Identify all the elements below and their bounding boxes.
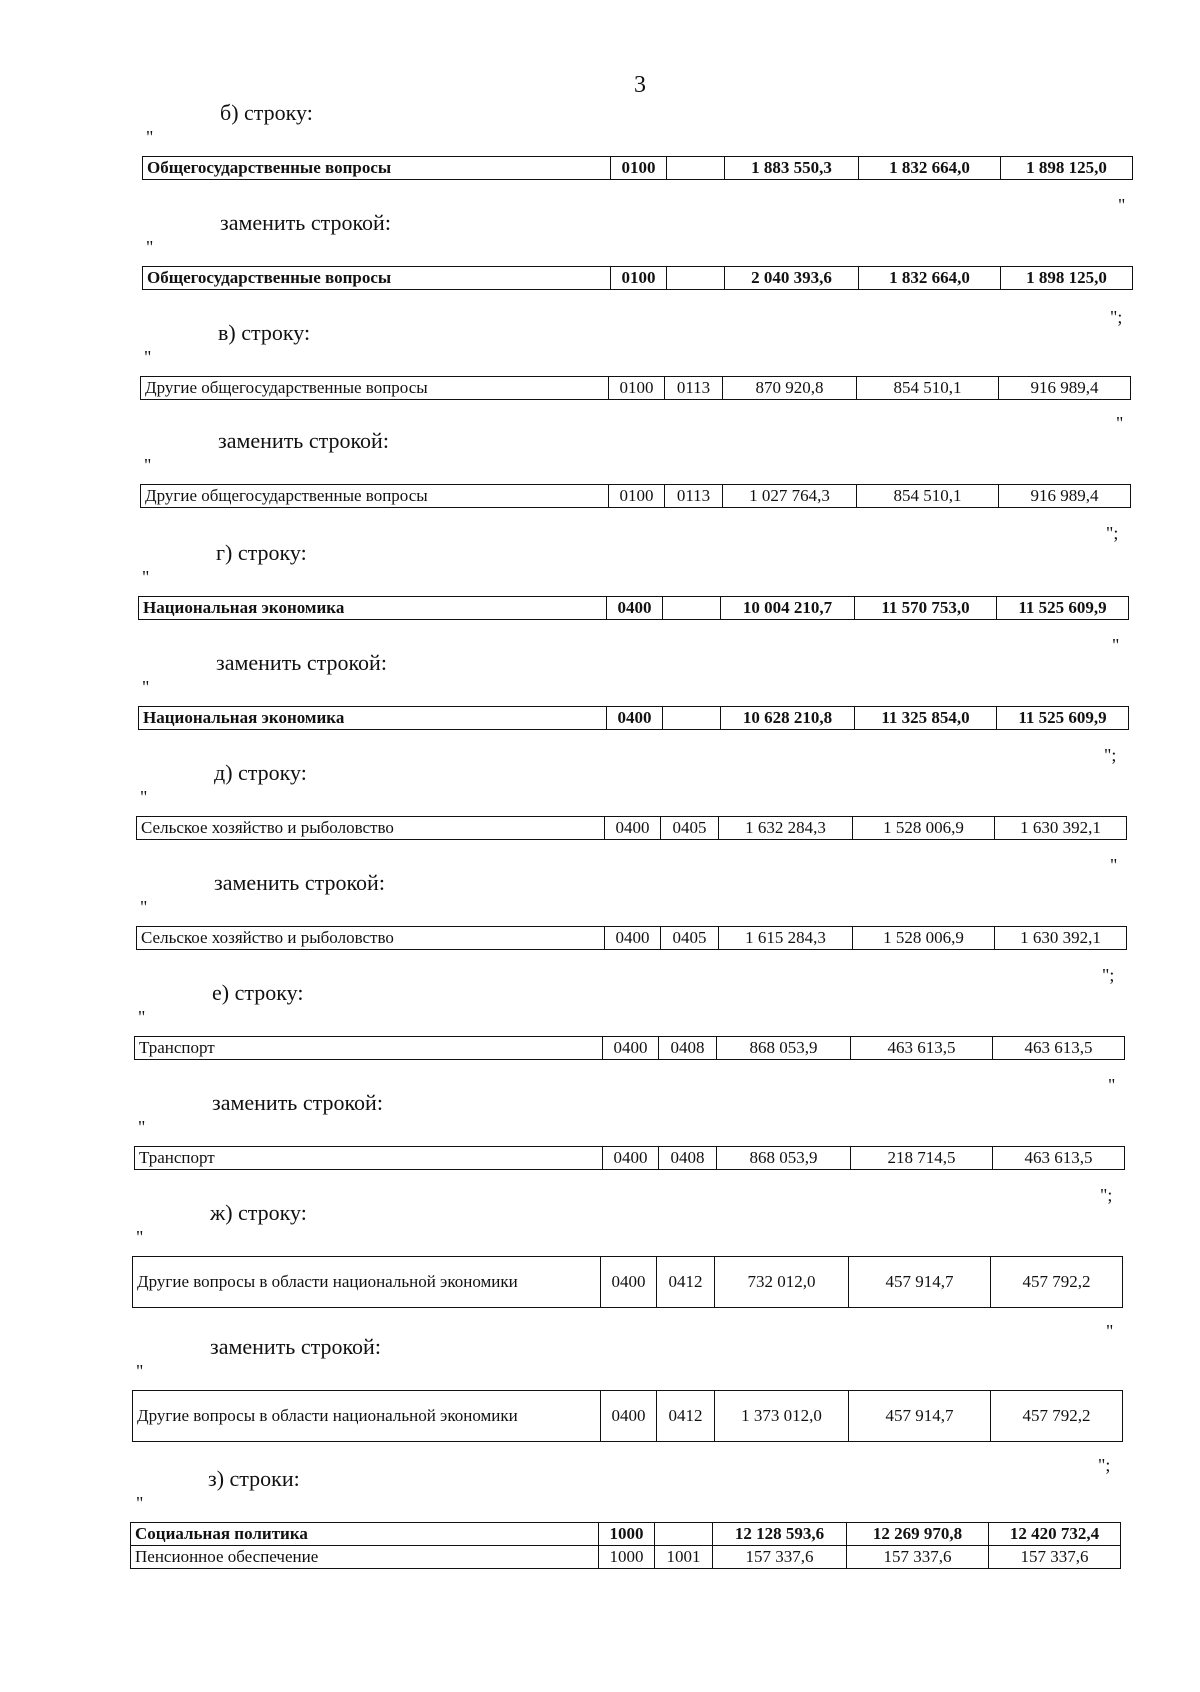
section-heading: заменить строкой: bbox=[214, 870, 385, 895]
section-zh-original bbox=[0, 1200, 1200, 1300]
row-name: Транспорт bbox=[135, 1037, 603, 1060]
budget-row bbox=[142, 156, 1133, 180]
row-value-year1: 12 128 593,6 bbox=[713, 1523, 847, 1546]
section-heading: в) строку: bbox=[218, 320, 311, 345]
close-quote-semicolon: "; bbox=[1100, 1185, 1113, 1205]
row-value-year3: 1 898 125,0 bbox=[1001, 157, 1133, 180]
row-section-code: 0400 bbox=[607, 597, 663, 620]
row-section-code: 0100 bbox=[611, 267, 667, 290]
row-value-year1: 10 628 210,8 bbox=[721, 707, 855, 730]
section-heading: ж) строку: bbox=[210, 1200, 307, 1225]
open-quote: " bbox=[140, 897, 148, 917]
row-value-year3: 12 420 732,4 bbox=[989, 1523, 1121, 1546]
row-value-year2: 1 528 006,9 bbox=[853, 817, 995, 840]
open-quote: " bbox=[140, 787, 148, 807]
row-value-year3: 11 525 609,9 bbox=[997, 707, 1129, 730]
row-value-year2: 457 914,7 bbox=[849, 1257, 991, 1308]
row-subsection-code: 1001 bbox=[655, 1546, 713, 1569]
row-value-year3: 916 989,4 bbox=[999, 485, 1131, 508]
section-heading: заменить строкой: bbox=[210, 1334, 381, 1359]
section-heading: заменить строкой: bbox=[220, 210, 391, 235]
budget-row bbox=[134, 1036, 1125, 1060]
close-quote-semicolon: "; bbox=[1102, 965, 1115, 985]
row-value-year2: 157 337,6 bbox=[847, 1546, 989, 1569]
budget-row bbox=[131, 1523, 1121, 1546]
row-value-year2: 854 510,1 bbox=[857, 377, 999, 400]
row-section-code: 0400 bbox=[607, 707, 663, 730]
open-quote: " bbox=[146, 127, 154, 147]
row-section-code: 0400 bbox=[603, 1037, 659, 1060]
open-quote: " bbox=[136, 1227, 144, 1247]
row-subsection-code: 0405 bbox=[661, 927, 719, 950]
row-name: Общегосударственные вопросы bbox=[143, 157, 611, 180]
row-subsection-code: 0405 bbox=[661, 817, 719, 840]
close-quote-semicolon: "; bbox=[1098, 1455, 1111, 1475]
open-quote: " bbox=[136, 1493, 144, 1513]
budget-row bbox=[140, 484, 1131, 508]
row-value-year1: 868 053,9 bbox=[717, 1037, 851, 1060]
open-quote: " bbox=[136, 1361, 144, 1381]
section-heading: е) строку: bbox=[212, 980, 304, 1005]
row-value-year1: 1 615 284,3 bbox=[719, 927, 853, 950]
row-value-year3: 157 337,6 bbox=[989, 1546, 1121, 1569]
row-value-year3: 457 792,2 bbox=[991, 1391, 1123, 1442]
section-v-replacement bbox=[0, 428, 1200, 528]
row-subsection-code bbox=[667, 267, 725, 290]
section-d-replacement bbox=[0, 870, 1200, 970]
open-quote: " bbox=[138, 1117, 146, 1137]
row-section-code: 0100 bbox=[609, 485, 665, 508]
section-heading: д) строку: bbox=[214, 760, 307, 785]
row-subsection-code: 0412 bbox=[657, 1391, 715, 1442]
row-value-year2: 11 570 753,0 bbox=[855, 597, 997, 620]
row-name: Другие общегосударственные вопросы bbox=[141, 377, 609, 400]
row-value-year3: 1 898 125,0 bbox=[1001, 267, 1133, 290]
section-z-original bbox=[0, 1466, 1200, 1606]
budget-row bbox=[132, 1256, 1123, 1308]
close-quote: " bbox=[1112, 635, 1120, 655]
row-subsection-code: 0408 bbox=[659, 1037, 717, 1060]
row-subsection-code bbox=[663, 597, 721, 620]
row-name: Социальная политика bbox=[131, 1523, 599, 1546]
section-e-original bbox=[0, 980, 1200, 1080]
section-heading: заменить строкой: bbox=[216, 650, 387, 675]
row-subsection-code: 0113 bbox=[665, 485, 723, 508]
section-v-original bbox=[0, 320, 1200, 420]
open-quote: " bbox=[144, 455, 152, 475]
close-quote: " bbox=[1106, 1321, 1114, 1341]
budget-row bbox=[134, 1146, 1125, 1170]
budget-row bbox=[142, 266, 1133, 290]
section-zh-replacement bbox=[0, 1334, 1200, 1434]
close-quote: " bbox=[1110, 855, 1118, 875]
row-subsection-code: 0113 bbox=[665, 377, 723, 400]
row-name: Сельское хозяйство и рыболовство bbox=[137, 927, 605, 950]
close-quote-semicolon: "; bbox=[1110, 307, 1123, 327]
budget-row bbox=[140, 376, 1131, 400]
close-quote-semicolon: "; bbox=[1104, 745, 1117, 765]
row-value-year2: 1 832 664,0 bbox=[859, 267, 1001, 290]
row-name: Пенсионное обеспечение bbox=[131, 1546, 599, 1569]
row-value-year3: 457 792,2 bbox=[991, 1257, 1123, 1308]
section-heading: з) строки: bbox=[208, 1466, 300, 1491]
row-subsection-code bbox=[663, 707, 721, 730]
close-quote: " bbox=[1118, 195, 1126, 215]
row-value-year1: 1 027 764,3 bbox=[723, 485, 857, 508]
row-value-year2: 1 832 664,0 bbox=[859, 157, 1001, 180]
row-name: Транспорт bbox=[135, 1147, 603, 1170]
open-quote: " bbox=[142, 677, 150, 697]
budget-rows bbox=[130, 1522, 1121, 1569]
row-value-year1: 732 012,0 bbox=[715, 1257, 849, 1308]
row-value-year1: 2 040 393,6 bbox=[725, 267, 859, 290]
row-name: Другие общегосударственные вопросы bbox=[141, 485, 609, 508]
row-value-year3: 463 613,5 bbox=[993, 1147, 1125, 1170]
row-value-year1: 870 920,8 bbox=[723, 377, 857, 400]
row-section-code: 0400 bbox=[605, 927, 661, 950]
row-value-year1: 1 373 012,0 bbox=[715, 1391, 849, 1442]
row-value-year1: 868 053,9 bbox=[717, 1147, 851, 1170]
row-value-year1: 157 337,6 bbox=[713, 1546, 847, 1569]
section-heading: заменить строкой: bbox=[212, 1090, 383, 1115]
section-d-original bbox=[0, 760, 1200, 860]
row-section-code: 0400 bbox=[603, 1147, 659, 1170]
row-section-code: 1000 bbox=[599, 1523, 655, 1546]
row-value-year3: 916 989,4 bbox=[999, 377, 1131, 400]
close-quote: " bbox=[1116, 413, 1124, 433]
row-value-year1: 10 004 210,7 bbox=[721, 597, 855, 620]
row-section-code: 1000 bbox=[599, 1546, 655, 1569]
row-name: Другие вопросы в области национальной экономики bbox=[133, 1391, 601, 1442]
row-value-year3: 1 630 392,1 bbox=[995, 927, 1127, 950]
open-quote: " bbox=[138, 1007, 146, 1027]
row-section-code: 0400 bbox=[605, 817, 661, 840]
page-number: 3 bbox=[634, 72, 646, 98]
row-value-year1: 1 632 284,3 bbox=[719, 817, 853, 840]
row-value-year2: 12 269 970,8 bbox=[847, 1523, 989, 1546]
row-name: Сельское хозяйство и рыболовство bbox=[137, 817, 605, 840]
section-heading: б) строку: bbox=[220, 100, 313, 125]
row-name: Общегосударственные вопросы bbox=[143, 267, 611, 290]
open-quote: " bbox=[144, 347, 152, 367]
row-value-year3: 11 525 609,9 bbox=[997, 597, 1129, 620]
row-section-code: 0100 bbox=[609, 377, 665, 400]
row-value-year2: 463 613,5 bbox=[851, 1037, 993, 1060]
open-quote: " bbox=[146, 237, 154, 257]
row-value-year3: 463 613,5 bbox=[993, 1037, 1125, 1060]
close-quote-semicolon: "; bbox=[1106, 523, 1119, 543]
row-section-code: 0400 bbox=[601, 1257, 657, 1308]
row-subsection-code: 0408 bbox=[659, 1147, 717, 1170]
section-e-replacement bbox=[0, 1090, 1200, 1190]
row-value-year2: 854 510,1 bbox=[857, 485, 999, 508]
close-quote: " bbox=[1108, 1075, 1116, 1095]
row-subsection-code bbox=[667, 157, 725, 180]
row-value-year1: 1 883 550,3 bbox=[725, 157, 859, 180]
row-value-year2: 1 528 006,9 bbox=[853, 927, 995, 950]
budget-row bbox=[136, 926, 1127, 950]
budget-row bbox=[138, 706, 1129, 730]
row-name: Национальная экономика bbox=[139, 597, 607, 620]
row-section-code: 0400 bbox=[601, 1391, 657, 1442]
open-quote: " bbox=[142, 567, 150, 587]
section-g-original bbox=[0, 540, 1200, 640]
budget-row bbox=[132, 1390, 1123, 1442]
budget-row bbox=[131, 1546, 1121, 1569]
section-b-original bbox=[0, 100, 1200, 200]
section-heading: г) строку: bbox=[216, 540, 307, 565]
row-value-year3: 1 630 392,1 bbox=[995, 817, 1127, 840]
section-g-replacement bbox=[0, 650, 1200, 750]
row-name: Другие вопросы в области национальной экономики bbox=[133, 1257, 601, 1308]
budget-row bbox=[138, 596, 1129, 620]
row-section-code: 0100 bbox=[611, 157, 667, 180]
row-value-year2: 218 714,5 bbox=[851, 1147, 993, 1170]
budget-row bbox=[136, 816, 1127, 840]
row-subsection-code bbox=[655, 1523, 713, 1546]
row-value-year2: 457 914,7 bbox=[849, 1391, 991, 1442]
section-b-replacement bbox=[0, 210, 1200, 310]
row-subsection-code: 0412 bbox=[657, 1257, 715, 1308]
section-heading: заменить строкой: bbox=[218, 428, 389, 453]
row-name: Национальная экономика bbox=[139, 707, 607, 730]
row-value-year2: 11 325 854,0 bbox=[855, 707, 997, 730]
